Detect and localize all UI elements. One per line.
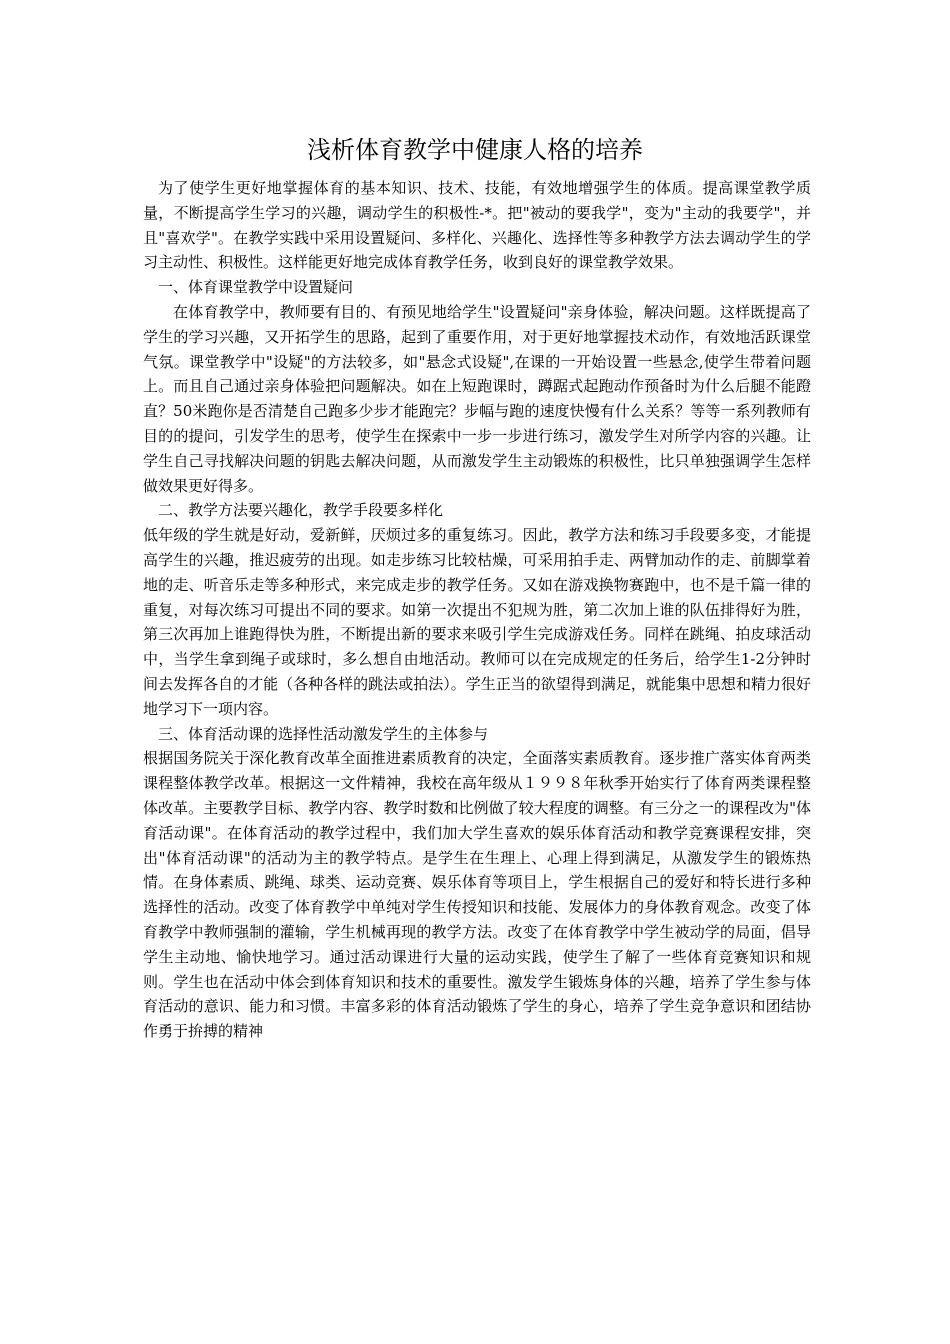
paragraph-intro: 为了使学生更好地掌握体育的基本知识、技术、技能，有效地增强学生的体质。提高课堂教学质量，不断提高学生学习的兴趣，调动学生的积极性-*。把"被动的要我学"，变为"主动的我要学"，并且"喜欢学"。在教学实践中采用设置疑问、多样化、兴趣化、选择性等多种教学方法去调动学生的学习主动性、积极性。这样能更好地完成体育教学任务，收到良好的课堂教学效果。 [143, 179, 811, 272]
paragraph-section-1: 在体育教学中，教师要有目的、有预见地给学生"设置疑问"亲身体验，解决问题。这样既提高了学生的学习兴趣，又开拓学生的思路，起到了重要作用，对于更好地掌握技术动作，有效地活跃课堂气氛。课堂教学中"设疑"的方法较多，如"悬念式设疑",在课的一开始设置一些悬念,使学生带着问题上。而且自己通过亲身体验把问题解决。如在上短跑课时，蹲踞式起跑动作预备时为什么后腿不能蹬直？50米跑你是否清楚自己跑多少步才能跑完？步幅与跑的速度快慢有什么关系？等等一系列教师有目的的提问，引发学生的思考，使学生在探索中一步一步进行练习，激发学生对所学内容的兴趣。让学生自己寻找解决问题的钥匙去解决问题，从而激发学生主动锻炼的积极性，比只单独强调学生怎样做效果更好得多。 [143, 302, 811, 495]
document-title: 浅析体育教学中健康人格的培养 [307, 136, 643, 164]
paragraph-section-2: 低年级的学生就是好动，爱新鲜，厌烦过多的重复练习。因此，教学方法和练习手段要多变，才能提高学生的兴趣，推迟疲劳的出现。如走步练习比较枯燥，可采用拍手走、两臂加动作的走、前脚掌着地的走、听音乐走等多种形式，来完成走步的教学任务。又如在游戏换物赛跑中，也不是千篇一律的重复，对每次练习可提出不同的要求。如第一次提出不犯规为胜，第二次加上谁的队伍排得好为胜，第三次再加上谁跑得快为胜，不断提出新的要求来吸引学生完成游戏任务。同样在跳绳、拍皮球活动中，当学生拿到绳子或球时，多么想自由地活动。教师可以在完成规定的任务后，给学生1-2分钟时间去发挥各自的才能（各种各样的跳法或拍法）。学生正当的欲望得到满足，就能集中思想和精力很好地学习下一项内容。 [143, 526, 811, 718]
section-heading-3: 三、体育活动课的选择性活动激发学生的主体参与 [158, 724, 489, 743]
section-heading-2: 二、教学方法要兴趣化，教学手段要多样化 [158, 501, 444, 520]
document-body [143, 176, 811, 1044]
section-heading-1: 一、体育课堂教学中设置疑问 [158, 278, 354, 297]
paragraph-section-3: 根据国务院关于深化教育改革全面推进素质教育的决定，全面落实素质教育。逐步推广落实体育两类课程整体教学改革。根据这一文件精神，我校在高年级从１９９８年秋季开始实行了体育两类课程整体改革。主要教学目标、教学内容、教学时数和比例做了较大程度的调整。有三分之一的课程改为"体育活动课"。在体育活动的教学过程中，我们加大学生喜欢的娱乐体育活动和教学竞赛课程安排，突出"体育活动课"的活动为主的教学特点。是学生在生理上、心理上得到满足，从激发学生的锻炼热情。在身体素质、跳绳、球类、运动竞赛、娱乐体育等项目上，学生根据自己的爱好和特长进行多种选择性的活动。改变了体育教学中单纯对学生传授知识和技能、发展体力的身体教育观念。改变了体育教学中教师强制的灌输，学生机械再现的教学方法。改变了在体育教学中学生被动学的局面，倡导学生主动地、愉快地学习。通过活动课进行大量的运动实践，使学生了解了一些体育竞赛知识和规则。学生也在活动中体会到体育知识和技术的重要性。激发学生锻炼身体的兴趣，培养了学生参与体育活动的意识、能力和习惯。丰富多彩的体育活动锻炼了学生的身心，培养了学生竞争意识和团结协作勇于拚搏的精神 [143, 749, 811, 1041]
